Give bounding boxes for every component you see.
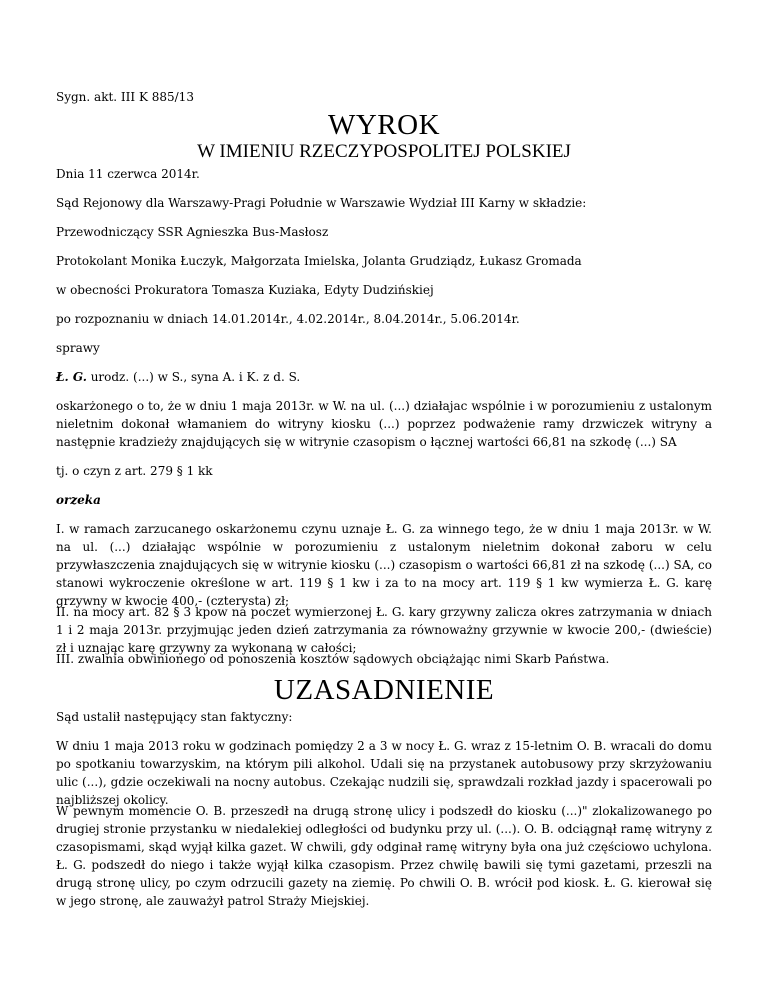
court-composition: Sąd Rejonowy dla Warszawy-Pragi Południe w Warszawie Wydział III Karny w składzie:	[56, 196, 587, 210]
legal-basis: tj. o czyn z art. 279 § 1 kk	[56, 464, 213, 478]
charge-paragraph: oskarżonego o to, że w dniu 1 maja 2013r. w W. na ul. (...) działajac wspólnie i w porozumieniu z ustalonym nieletnim dokonał włamaniem do witryny kiosku (...) poprzez podważenie ramy drzwiczek witryny a następnie kradzieży znajdujących się w witrynie czasopism o łącznej wartości 66,81 na szkodę (...) SA	[56, 399, 712, 449]
defendant-name: Ł. G.	[56, 370, 87, 384]
rules-label: orzeka	[56, 493, 101, 507]
justification-title: UZASADNIENIE	[273, 674, 495, 706]
ruling-point-1: I. w ramach zarzucanego oskarżonemu czynu uznaje Ł. G. za winnego tego, że w dniu 1 maja 2013r. w W. na ul. (...) działając wspólnie w porozumieniu z ustalonym nieletnim dokonał zaboru w celu przywłaszczenia znajdujących się w witrynie kiosku (...) czasopism o wartości 66,81 zł na szkodę (...) SA, co stanowi wykroczenie określone w art. 119 § 1 kw i za to na mocy art. 119 § 1 kw wymierza Ł. G. karę grzywny w kwocie 400,- (czterysta) zł;	[56, 522, 712, 608]
presiding-judge: Przewodniczący SSR Agnieszka Bus-Masłosz	[56, 225, 329, 239]
verdict-title: WYROK	[327, 109, 441, 141]
hearing-dates: po rozpoznaniu w dniach 14.01.2014r., 4.02.2014r., 8.04.2014r., 5.06.2014r.	[56, 312, 520, 326]
facts-paragraph-1: W dniu 1 maja 2013 roku w godzinach pomiędzy 2 a 3 w nocy Ł. G. wraz z 15-letnim O. B. wracali do domu po spotkaniu towarzyskim, na którym pili alkohol. Udali się na przystanek autobusowy przy skrzyżowaniu ulic (...), gdzie oczekiwali na nocny autobus. Czekając nudzili się, sprawdzali rozkład jazdy i spacerowali po najbliższej okolicy.	[56, 739, 712, 807]
facts-intro: Sąd ustalił następujący stan faktyczny:	[56, 710, 293, 724]
case-signature: Sygn. akt. III K 885/13	[56, 90, 194, 104]
case-label: sprawy	[56, 341, 100, 355]
court-clerks: Protokolant Monika Łuczyk, Małgorzata Imielska, Jolanta Grudziądz, Łukasz Gromada	[56, 254, 582, 268]
ruling-point-2: II. na mocy art. 82 § 3 kpow na poczet wymierzonej Ł. G. kary grzywny zalicza okres zatrzymania w dniach 1 i 2 maja 2013r. przyjmując jeden dzień zatrzymania za równoważny grzywnie w kwocie 200,- (dwieście) zł i uznając karę grzywny za wykonaną w całości;	[56, 605, 712, 655]
ruling-point-3: III. zwalnia obwinionego od ponoszenia kosztów sądowych obciążając nimi Skarb Państwa.	[56, 652, 610, 666]
prosecutors: w obecności Prokuratora Tomasza Kuziaka, Edyty Dudzińskiej	[56, 283, 434, 297]
facts-paragraph-2: W pewnym momencie O. B. przeszedł na drugą stronę ulicy i podszedł do kiosku (...)" zlokalizowanego po drugiej stronie przystanku w niedalekiej odległości od budynku przy ul. (...). O. B. odciągnął ramę witryny z czasopismami, skąd wyjął kilka gazet. W chwili, gdy odginał ramę witryny była ona już częściowo uchylona. Ł. G. podszedł do niego i także wyjął kilka czasopism. Przez chwilę bawili się tymi gazetami, przeszli na drugą stronę ulicy, po czym odrzucili gazety na ziemię. Po chwili O. B. wrócił pod kiosk. Ł. G. kierował się w jego stronę, ale zauważył patrol Straży Miejskiej.	[56, 804, 712, 908]
verdict-date: Dnia 11 czerwca 2014r.	[56, 167, 200, 181]
defendant-details: urodz. (...) w S., syna A. i K. z d. S.	[86, 370, 301, 384]
defendant-line	[56, 368, 712, 386]
verdict-subtitle: W IMIENIU RZECZYPOSPOLITEJ POLSKIEJ	[197, 141, 571, 162]
